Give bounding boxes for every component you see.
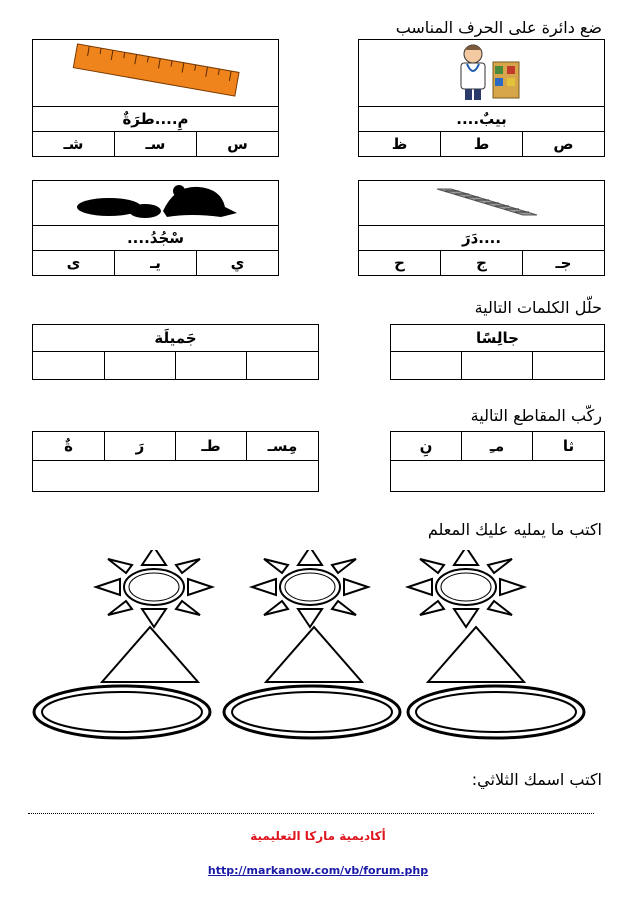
letter-option[interactable]: يـ bbox=[115, 251, 197, 276]
letter-option[interactable]: ص bbox=[523, 132, 605, 157]
picture-cell bbox=[359, 40, 605, 107]
picture-cell bbox=[33, 181, 279, 226]
answer-cell[interactable] bbox=[391, 461, 605, 492]
compose-syllables-table bbox=[390, 431, 605, 492]
triangle-icon bbox=[102, 627, 198, 682]
word-cell: دَرَ.... bbox=[359, 226, 605, 251]
answer-cell[interactable] bbox=[105, 352, 176, 380]
doctor-image bbox=[427, 40, 537, 102]
picture-cell bbox=[359, 181, 605, 226]
section3-heading: ركّب المقاطع التالية bbox=[470, 406, 602, 425]
section5-heading: اكتب اسمك الثلاثي: bbox=[471, 770, 602, 789]
section4-heading: اكتب ما يمليه عليك المعلم bbox=[427, 520, 602, 539]
word-title: جَميلَة bbox=[33, 325, 319, 352]
syllable-cell: مـِ bbox=[462, 432, 533, 461]
answer-cell[interactable] bbox=[462, 352, 533, 380]
footer-title: أكاديمية ماركا التعليمية bbox=[250, 829, 386, 843]
syllable-cell: رَ bbox=[105, 432, 176, 461]
letter-option[interactable]: ج bbox=[441, 251, 523, 276]
letter-option[interactable]: ي bbox=[197, 251, 279, 276]
letter-option[interactable]: جـ bbox=[523, 251, 605, 276]
answer-cell[interactable] bbox=[33, 461, 319, 492]
letter-option[interactable]: ظ bbox=[359, 132, 441, 157]
dictation-drawing bbox=[30, 550, 600, 750]
name-dotted-line[interactable] bbox=[28, 813, 594, 814]
letter-option[interactable]: ح bbox=[359, 251, 441, 276]
section2-heading: حلّل الكلمات التالية bbox=[474, 298, 602, 317]
letter-option[interactable]: شـ bbox=[33, 132, 115, 157]
syllable-cell: طـ bbox=[176, 432, 247, 461]
word-cell: ....سْجُدُ bbox=[33, 226, 279, 251]
sun-icon bbox=[96, 550, 212, 627]
syllable-cell: نِ bbox=[391, 432, 462, 461]
word-cell: مِ....طرَةٌ bbox=[33, 107, 279, 132]
exercise-card-prostrate bbox=[32, 180, 279, 276]
word-cell: ....بيبٌ bbox=[359, 107, 605, 132]
ruler-image bbox=[66, 40, 246, 102]
picture-cell bbox=[33, 40, 279, 107]
triangle-icon bbox=[266, 627, 362, 682]
answer-cell[interactable] bbox=[533, 352, 605, 380]
letter-option[interactable]: س bbox=[197, 132, 279, 157]
exercise-card-ruler bbox=[32, 39, 279, 157]
sun-icon bbox=[408, 550, 524, 627]
footer-link[interactable]: http://markanow.com/vb/forum.php bbox=[207, 864, 429, 877]
prostrating-person-image bbox=[71, 181, 241, 221]
answer-cell[interactable] bbox=[33, 352, 105, 380]
letter-option[interactable]: سـ bbox=[115, 132, 197, 157]
letter-option[interactable]: ى bbox=[33, 251, 115, 276]
syllable-cell: ثا bbox=[533, 432, 605, 461]
syllable-cell: ةٌ bbox=[33, 432, 105, 461]
answer-cell[interactable] bbox=[391, 352, 462, 380]
answer-cell[interactable] bbox=[176, 352, 247, 380]
section1-heading: ضع دائرة على الحرف المناسب bbox=[395, 18, 602, 37]
answer-oval[interactable] bbox=[224, 686, 400, 738]
answer-oval[interactable] bbox=[34, 686, 210, 738]
analyze-word-table bbox=[390, 324, 605, 380]
letter-option[interactable]: ط bbox=[441, 132, 523, 157]
sun-icon bbox=[252, 550, 368, 627]
answer-oval[interactable] bbox=[408, 686, 584, 738]
exercise-card-stairs bbox=[358, 180, 605, 276]
word-title: جالِسًا bbox=[391, 325, 605, 352]
exercise-card-doctor bbox=[358, 39, 605, 157]
answer-cell[interactable] bbox=[247, 352, 319, 380]
analyze-word-table bbox=[32, 324, 319, 380]
compose-syllables-table bbox=[32, 431, 319, 492]
triangle-icon bbox=[428, 627, 524, 682]
syllable-cell: مِسـ bbox=[247, 432, 319, 461]
stairs-image bbox=[417, 181, 547, 221]
